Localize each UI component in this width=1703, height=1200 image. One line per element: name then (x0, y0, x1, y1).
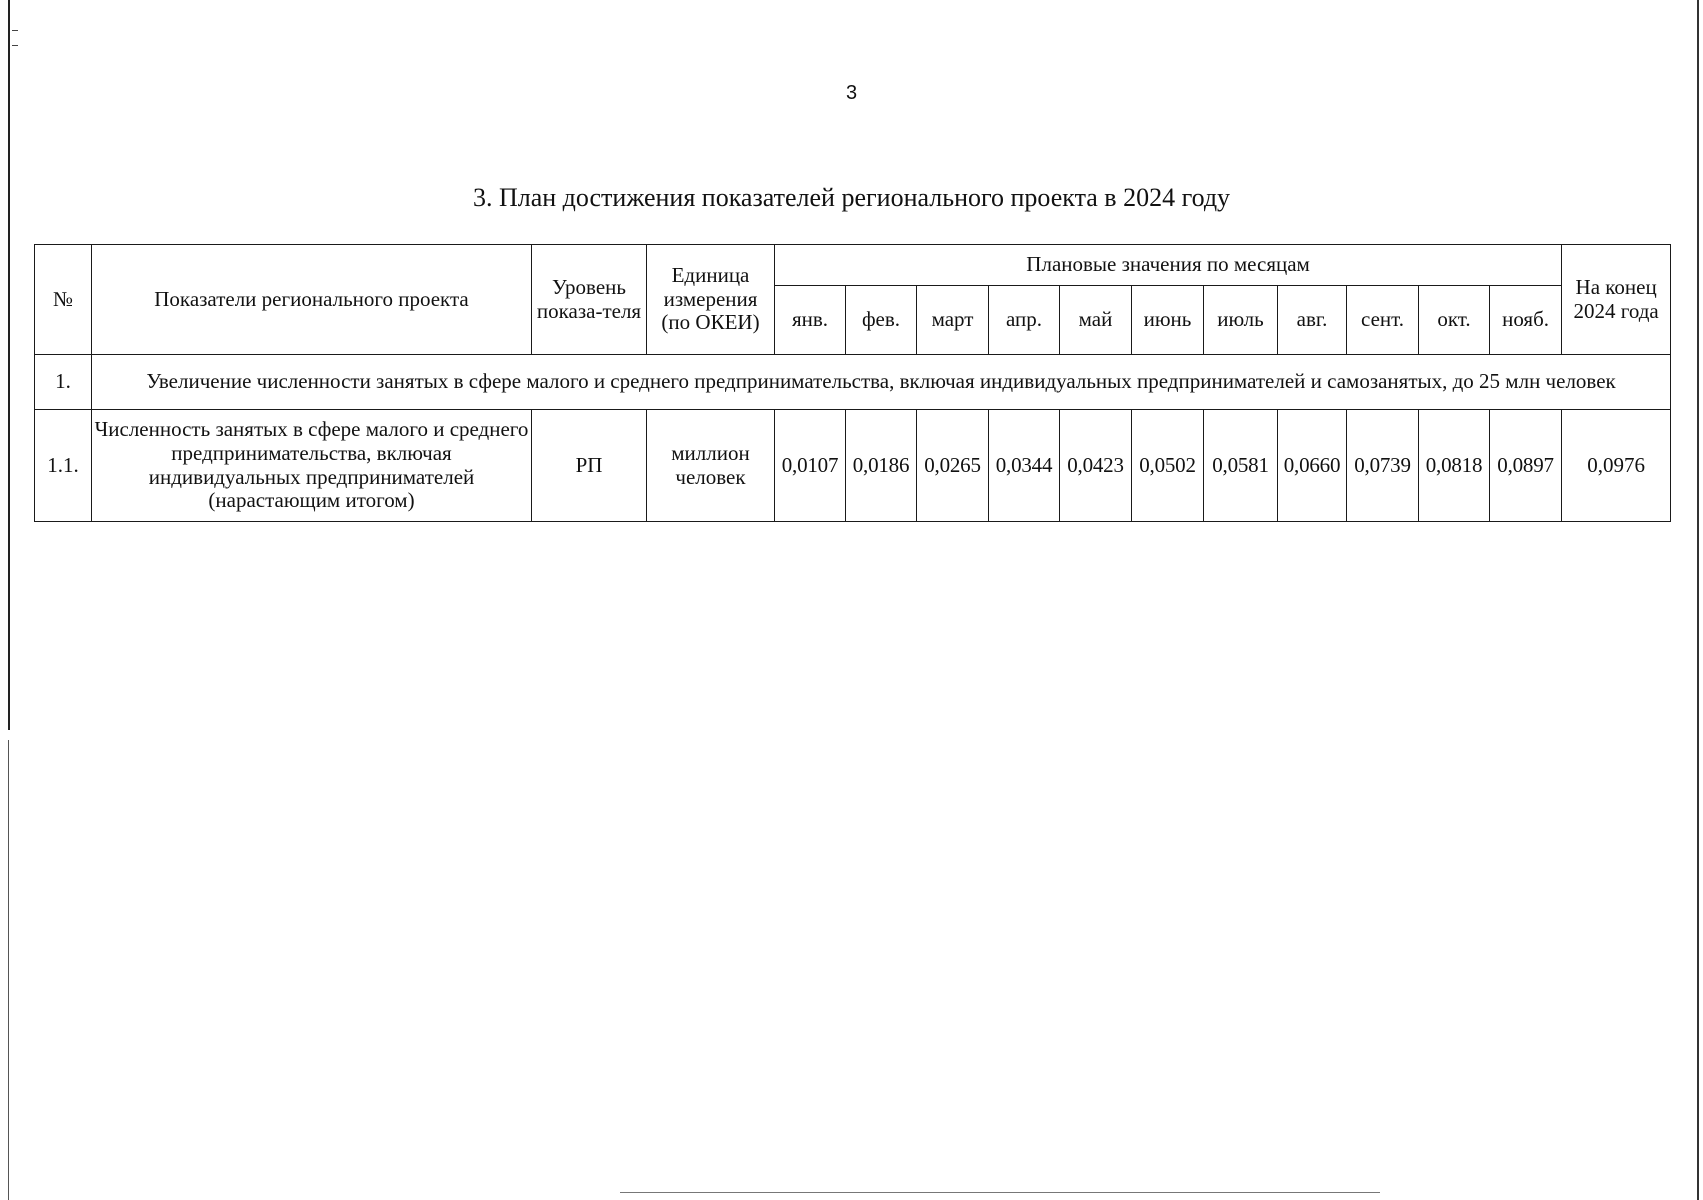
scan-edge-right (1697, 0, 1699, 1200)
scan-edge-left (8, 0, 10, 730)
page-title: 3. План достижения показателей регионального проекта в 2024 году (472, 183, 1231, 212)
value-mar: 0,0265 (917, 410, 989, 522)
header-month-jun: июнь (1132, 286, 1204, 355)
header-level: Уровень показа-теля (532, 245, 647, 355)
indicator-level: РП (532, 410, 647, 522)
header-month-sep: сент. (1347, 286, 1419, 355)
value-jul: 0,0581 (1204, 410, 1278, 522)
value-jun: 0,0502 (1132, 410, 1204, 522)
header-month-feb: фев. (846, 286, 917, 355)
header-no: № (35, 245, 92, 355)
scan-edge-left-lower (8, 740, 9, 1200)
table-row-goal (35, 355, 1671, 410)
header-planned-values: Плановые значения по месяцам (775, 245, 1562, 286)
value-oct: 0,0818 (1419, 410, 1490, 522)
value-feb: 0,0186 (846, 410, 917, 522)
header-month-nov: нояб. (1490, 286, 1562, 355)
page-number: 3 (845, 82, 858, 104)
header-month-oct: окт. (1419, 286, 1490, 355)
header-month-jul: июль (1204, 286, 1278, 355)
scan-mark (12, 45, 18, 46)
value-apr: 0,0344 (989, 410, 1060, 522)
indicator-unit: миллион человек (647, 410, 775, 522)
header-month-jan: янв. (775, 286, 846, 355)
header-month-aug: авг. (1278, 286, 1347, 355)
indicator-number: 1.1. (35, 410, 92, 522)
value-nov: 0,0897 (1490, 410, 1562, 522)
value-may: 0,0423 (1060, 410, 1132, 522)
header-month-may: май (1060, 286, 1132, 355)
header-unit: Единица измерения (по ОКЕИ) (647, 245, 775, 355)
value-sep: 0,0739 (1347, 410, 1419, 522)
header-month-apr: апр. (989, 286, 1060, 355)
value-aug: 0,0660 (1278, 410, 1347, 522)
scan-mark (12, 30, 18, 31)
value-year-end: 0,0976 (1562, 410, 1671, 522)
table-row-indicator (35, 410, 1671, 522)
header-month-mar: март (917, 286, 989, 355)
goal-number: 1. (35, 355, 92, 410)
indicator-text: Численность занятых в сфере малого и среднего предпринимательства, включая индивидуальных предпринимателей (нарастающим итогом) (92, 410, 532, 522)
scan-edge-bottom (620, 1192, 1380, 1193)
goal-text: Увеличение численности занятых в сфере малого и среднего предпринимательства, включая индивидуальных предпринимателей и самозанятых, до 25 млн человек (92, 355, 1671, 410)
plan-table (34, 244, 1671, 522)
header-year-end: На конец 2024 года (1562, 245, 1671, 355)
value-jan: 0,0107 (775, 410, 846, 522)
header-indicators: Показатели регионального проекта (92, 245, 532, 355)
